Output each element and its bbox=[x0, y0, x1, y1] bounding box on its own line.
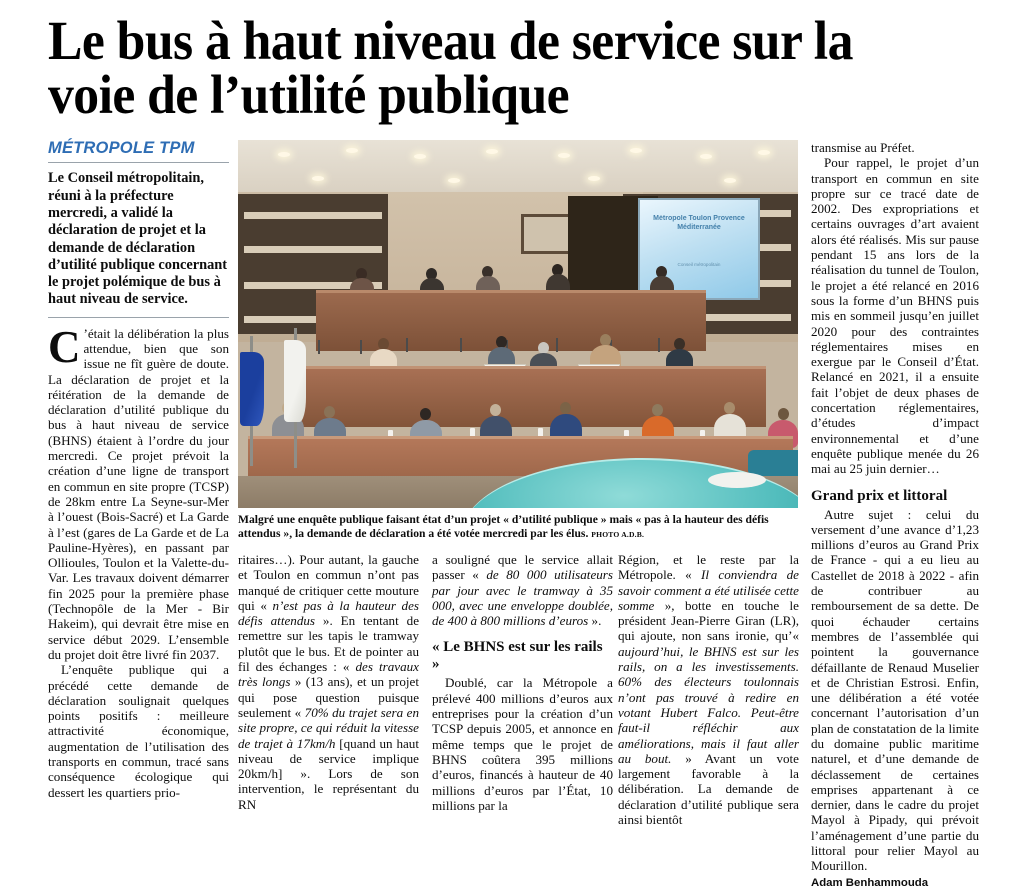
text-run: ». bbox=[588, 613, 602, 629]
drop-cap: C bbox=[48, 321, 81, 372]
text-run: [quand un haut niveau de service implique 20km/h] ». Lors de son intervention, le représentant du RN bbox=[238, 735, 419, 812]
column-three bbox=[432, 552, 613, 813]
paragraph bbox=[618, 552, 799, 827]
byline: Adam Benhammouda bbox=[811, 876, 929, 889]
text-run: Région, et le reste par la Métropole. « bbox=[618, 552, 799, 583]
paragraph bbox=[432, 552, 613, 628]
photo-caption bbox=[238, 513, 798, 541]
text-run: ». En tentant de remettre sur les tapis le tramway plutôt que le bus. Et de pointer au fil des échanges : « bbox=[238, 613, 420, 675]
column-one bbox=[48, 140, 229, 800]
text-run: », botte en touche le président Jean-Pierre Giran (LR), qui ajoute, non sans ironie, qu’« bbox=[618, 597, 799, 644]
quote-italic: Il conviendra de savoir comment a été utilisée cette somme bbox=[618, 567, 799, 613]
column-four bbox=[618, 552, 799, 827]
column-five bbox=[811, 140, 979, 891]
column-two bbox=[238, 552, 419, 812]
paragraph: Autre sujet : celui du versement d’une avance d’1,23 millions d’euros au Grand Prix de France - qui a eu lieu au Castellet de 2018 à 2022 - afin de contribuer au remboursement de sa dette. De quoi échauder certains membres de l’assemblée qui pointent la gouvernance défaillante de Renaud Muselier et de Christian Estrosi. Enfin, une délibération a été votée concernant l’autorisation d’un plan de constatation de la limite du domaine public maritime naturel, et d’une demande de déclassement de certaines emprises appartenant à ce dernier, dans le cadre du projet Mayol à Pipady, qui prévoit l’aménagement d’une partie du littoral pour relier Mayol au Mourillon. bbox=[811, 506, 979, 874]
standfirst: Le Conseil métropolitain, réuni à la préfecture mercredi, a validé la déclaration de projet et la demande de déclaration d’utilité publique concernant le projet polémique de bus à haut niveau de service. bbox=[48, 170, 228, 308]
projection-screen-subtitle: Conseil métropolitain bbox=[677, 262, 721, 267]
text-run: ritaires…). Pour autant, la gauche et Toulon en commun n’ont pas manqué de critiquer cette mouture qui « bbox=[238, 552, 419, 613]
quote-italic: des travaux très longs bbox=[238, 659, 419, 690]
lead-paragraph bbox=[48, 321, 229, 663]
kicker-rule bbox=[48, 162, 229, 163]
text-run: » Avant un vote largement favorable à la délibération. La demande de déclaration d’utilité publique sera ainsi bientôt bbox=[618, 750, 799, 828]
photo-caption-text: Malgré une enquête publique faisant état d’un projet « d’utilité publique » mais « pas à la hauteur des défis attendus », la demande de déclaration a été votée mercredi par les élus. bbox=[238, 513, 769, 540]
headline-block bbox=[48, 10, 978, 126]
quote-italic: aujourd’hui, le BHNS est sur les rails, on a les investissements. 60% des électeurs toulonnais n’ont pas trouvé à redire en votant Hubert Falco. Peut-être faut-il réfléchir aux améliorations, mais il faut aller au bout. bbox=[618, 643, 799, 766]
paragraph bbox=[238, 552, 419, 812]
section-kicker: MÉTROPOLE TPM bbox=[48, 139, 195, 157]
photo-credit: PHOTO A.D.B. bbox=[591, 529, 645, 539]
subheading-bhns: « Le BHNS est sur les rails » bbox=[432, 639, 603, 673]
paragraph: Doublé, car la Métropole a prélevé 400 millions d’euros aux entreprises pour la création d’un TCSP depuis 2005, et annonce en même temps que le projet de BHNS coûtera 395 millions d’euros, financés à hauteur de 40 millions d’euros par l’État, 10 millions par la bbox=[432, 675, 613, 813]
quote-italic: 70% du trajet sera en site propre, ce qui réduit la vitesse de trajet à 17km/h bbox=[238, 704, 420, 751]
photo-block bbox=[238, 140, 798, 541]
council-chamber-photo bbox=[238, 140, 798, 508]
paragraph: Pour rappel, le projet d’un transport en commun en site propre sur ce tracé date de 2002. Des expropriations et certains ouvrages d’art avaient alors été réalisés. Mis sur pause pendant 15 ans lors de la réalisation du tunnel de Toulon, le projet a été relancé en 2016 sous la forme d’un BHNS puis mis en sommeil jusqu’en juillet 2020 pour des contraintes réglementaires mises en exergue par le Conseil d’État. Relancé en 2021, il a ensuite fait l’objet de deux phases de concertation réglementaires, d’études d’impact environnemental et d’une enquête publique menée du 26 mai au 25 juin dernier… bbox=[811, 155, 979, 477]
quote-italic: n’est pas à la hauteur des défis attendus bbox=[238, 597, 419, 629]
lead-paragraph-text: ’était la délibération la plus attendue, bien que son issue ne fît guère de doute. La déclaration de projet et la réitération de la demande de déclaration d’utilité publique du bus à haut niveau de service (BHNS) étaient à l’ordre du jour mercredi. Ce projet prévoit la création d’une ligne de transport en commun en site propre (TCSP) de 28km entre La Seyne-sur-Mer à l’ouest (Bois-Sacré) et La Garde à l’est (gares de La Garde et de La Pauline-Hyères), en passant par Ollioules, Toulon et la Valette-du-Var. Les travaux doivent démarrer fin 2025 pour la première phase (Technopôle de la Mer - Bir Hakeim), qui devrait être mise en service début 2029. L’ensemble du projet doit être livré fin 2037. bbox=[48, 325, 229, 662]
paragraph: L’enquête publique qui a précédé cette demande de déclaration soulignait quelques points positifs : meilleure attractivité économique, augmentation de l’utilisation des transports en commun, tracé sans conséquence écologique qui dessert les quartiers prio- bbox=[48, 662, 229, 800]
text-run: a souligné que le service allait passer « bbox=[432, 552, 613, 583]
subheading-grand-prix: Grand prix et littoral bbox=[811, 487, 948, 504]
page-title: Le bus à haut niveau de service sur la voie de l’utilité publique bbox=[48, 10, 853, 126]
paragraph: transmise au Préfet. bbox=[811, 140, 915, 155]
standfirst-rule bbox=[48, 317, 229, 318]
quote-italic: de 80 000 utilisateurs par jour avec le tramway à 35 000, avec une enveloppe doublée, de 400 à 800 millions d’euros bbox=[432, 567, 613, 629]
text-run: » (13 ans), et un projet qui pose question puisque seulement « bbox=[238, 674, 419, 720]
projection-screen-title: Métropole Toulon Provence Méditerranée bbox=[653, 215, 745, 231]
